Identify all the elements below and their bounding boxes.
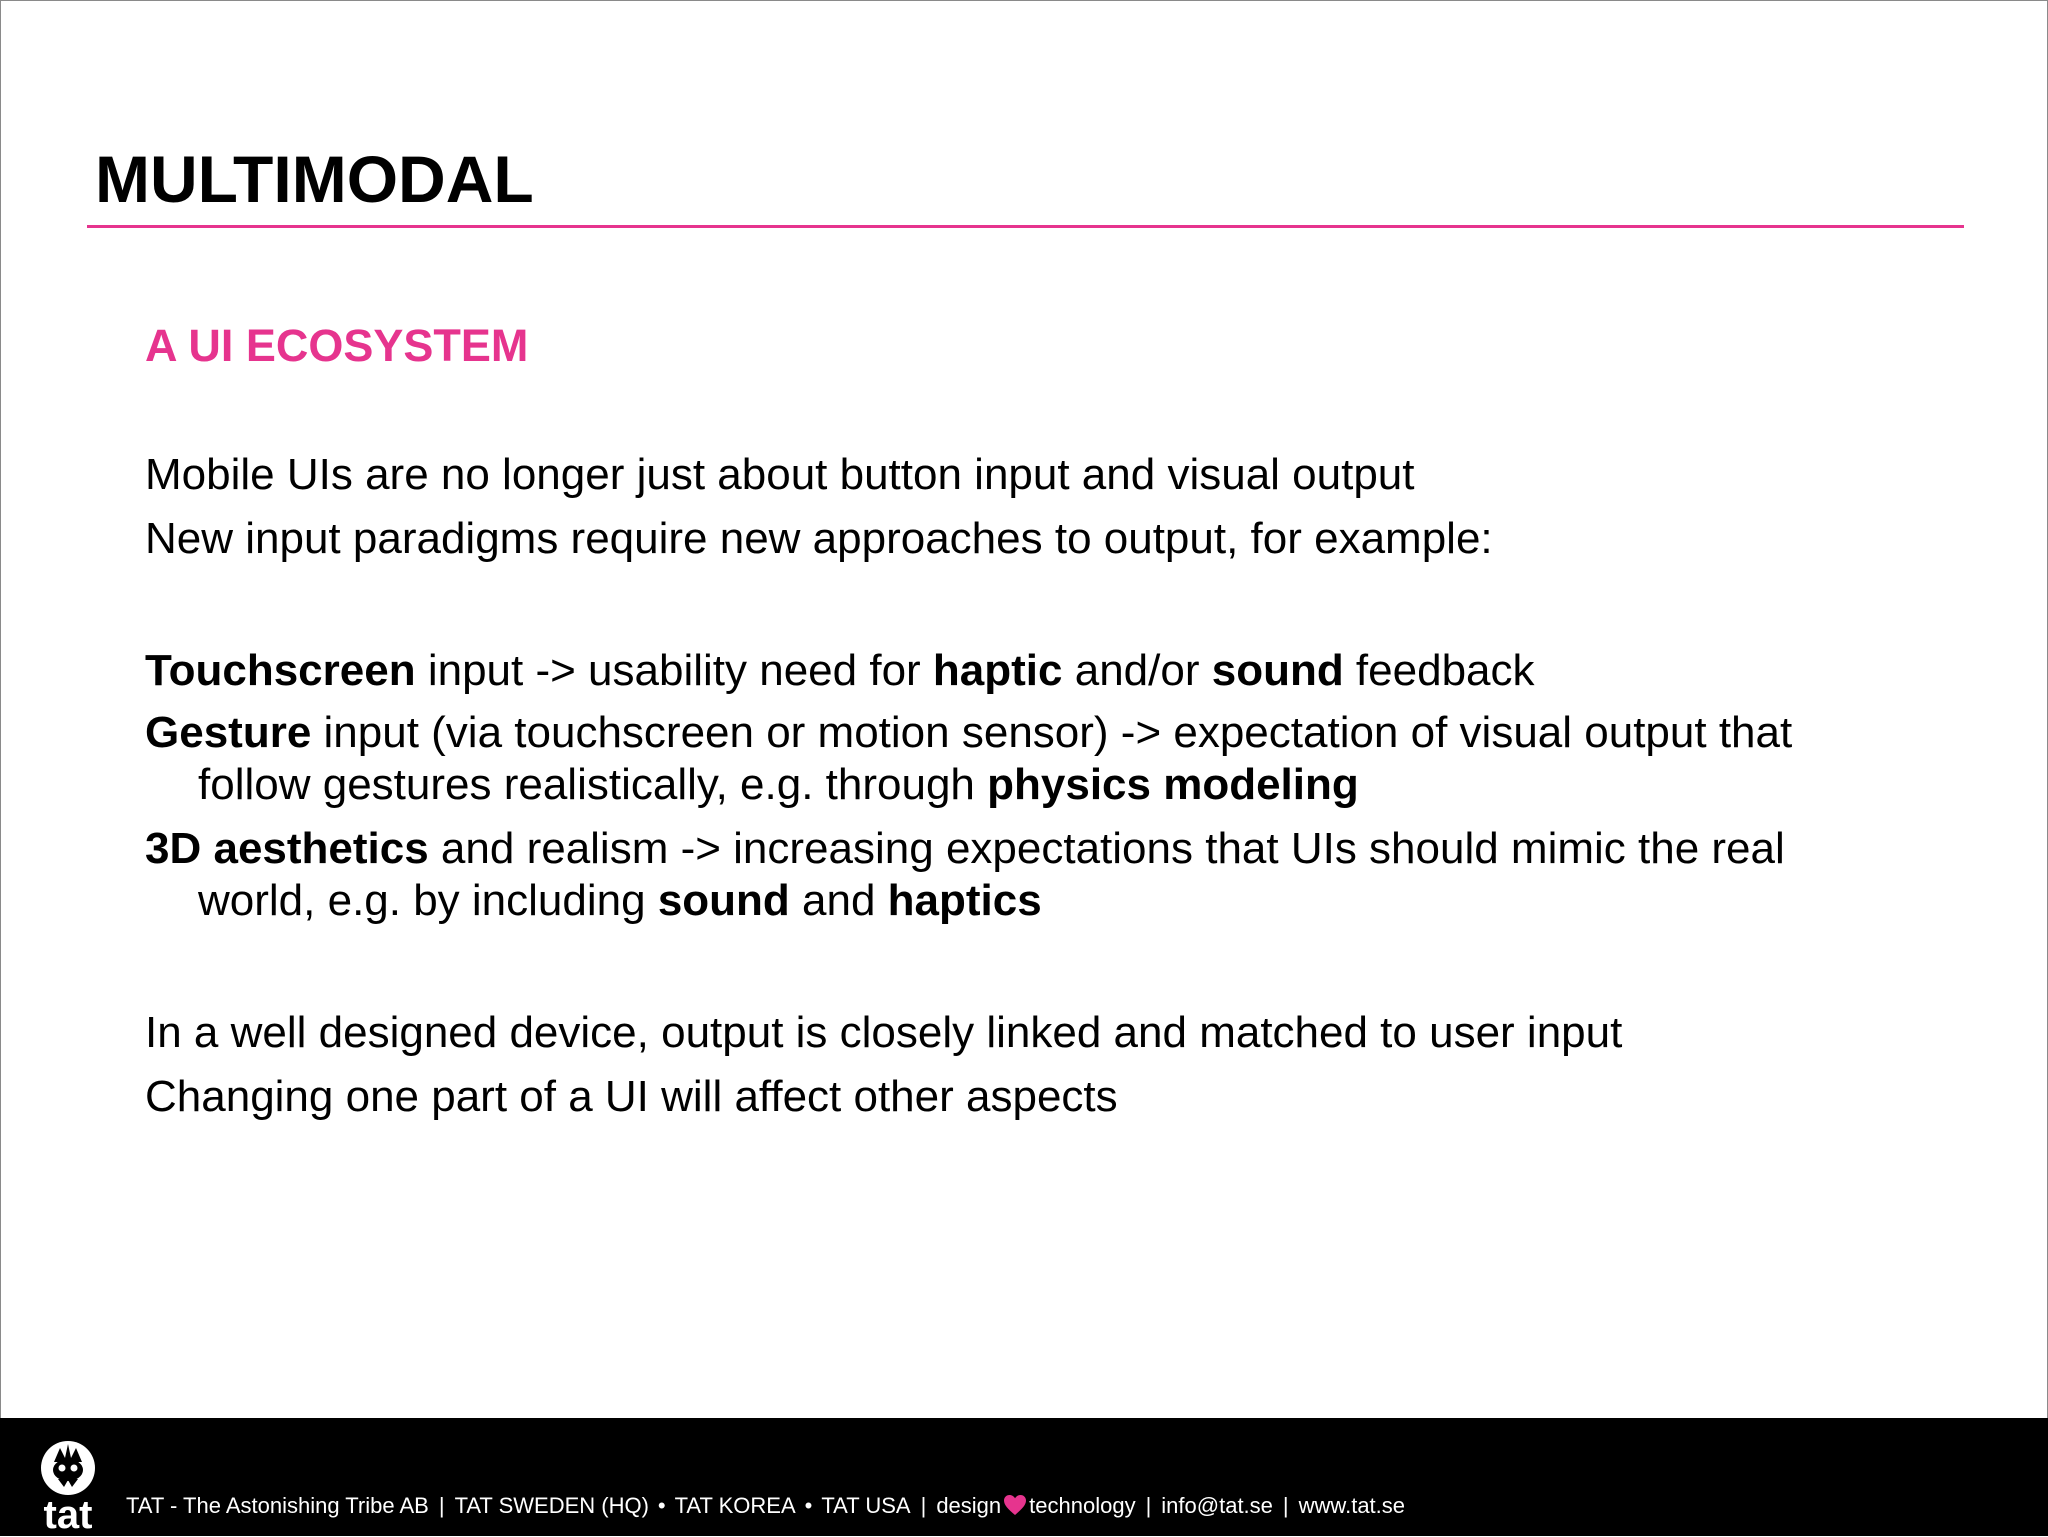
section-heading: A UI ECOSYSTEM bbox=[145, 320, 529, 371]
footer-bar bbox=[0, 1418, 2048, 1536]
office-usa: TAT USA bbox=[821, 1493, 911, 1518]
intro-line-2: New input paradigms require new approaches to output, for example: bbox=[145, 514, 1493, 563]
slide-title: MULTIMODAL bbox=[95, 142, 534, 216]
logo-wordmark: tat bbox=[43, 1493, 93, 1532]
heart-icon bbox=[1003, 1494, 1027, 1516]
design-text: design bbox=[936, 1493, 1002, 1518]
conclusion-line-2: Changing one part of a UI will affect other aspects bbox=[145, 1072, 1118, 1121]
bullet-continuation: world, e.g. by including sound and haptics bbox=[198, 876, 1042, 925]
intro-line-1: Mobile UIs are no longer just about button input and visual output bbox=[145, 450, 1415, 499]
bullet-touchscreen: Touchscreen input -> usability need for haptic and/or sound feedback bbox=[145, 646, 1535, 695]
tat-creature-logo-icon bbox=[30, 1432, 106, 1532]
office-korea: TAT KOREA bbox=[674, 1493, 796, 1518]
company-name: TAT - The Astonishing Tribe AB bbox=[126, 1493, 429, 1518]
tat-logo bbox=[30, 1432, 106, 1532]
conclusion-line-1: In a well designed device, output is closely linked and matched to user input bbox=[145, 1008, 1623, 1057]
office-sweden: TAT SWEDEN (HQ) bbox=[454, 1493, 649, 1518]
email-link[interactable]: info@tat.se bbox=[1161, 1493, 1273, 1518]
bullet-gesture: Gesture input (via touchscreen or motion sensor) -> expectation of visual output that follow gestures realistically, e.g. through physics modeling bbox=[145, 708, 1793, 809]
bullet-continuation: follow gestures realistically, e.g. through physics modeling bbox=[198, 760, 1359, 809]
website-link[interactable]: www.tat.se bbox=[1298, 1493, 1406, 1518]
bullet-keyword: 3D aesthetics bbox=[145, 824, 429, 873]
technology-text: technology bbox=[1029, 1493, 1136, 1518]
bullet-keyword: Touchscreen bbox=[145, 646, 416, 695]
bullet-3d-aesthetics: 3D aesthetics and realism -> increasing expectations that UIs should mimic the real world, e.g. by including sound and haptics bbox=[145, 824, 1785, 925]
bullet-keyword: Gesture bbox=[145, 708, 312, 757]
footer-contact: TAT - The Astonishing Tribe AB | TAT SWEDEN (HQ) • TAT KOREA • TAT USA | design technology | info@tat.se | www.tat.se bbox=[126, 1493, 1406, 1518]
title-divider bbox=[87, 225, 1964, 228]
